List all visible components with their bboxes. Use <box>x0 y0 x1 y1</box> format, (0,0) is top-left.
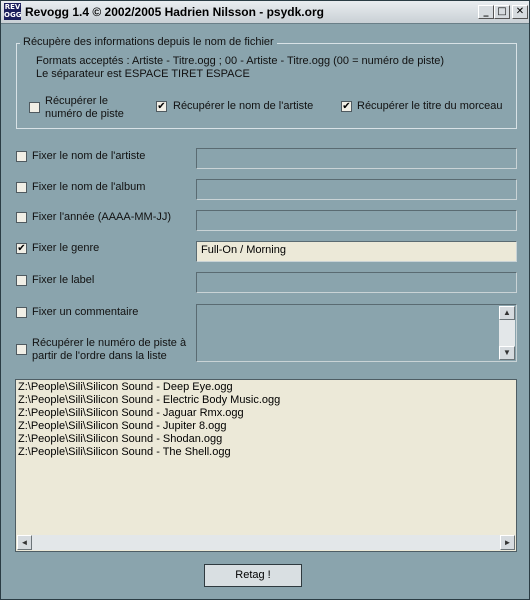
window-title: Revogg 1.4 © 2002/2005 Hadrien Nilsson - psydk.org <box>25 5 324 19</box>
list-item[interactable]: Z:\People\Sili\Silicon Sound - Jaguar Rmx.ogg <box>18 407 244 419</box>
list-item[interactable]: Z:\People\Sili\Silicon Sound - Shodan.ogg <box>18 433 223 445</box>
scroll-left-icon[interactable]: ◄ <box>17 535 32 550</box>
checkbox-set-label[interactable] <box>16 275 27 286</box>
formats-info-text: Formats acceptés : Artiste - Titre.ogg ; 00 - Artiste - Titre.ogg (00 = numéro de piste) <box>36 55 445 67</box>
checkbox-track-number-label-line2: numéro de piste <box>45 108 124 120</box>
scroll-up-icon[interactable]: ▲ <box>499 306 515 320</box>
checkbox-track-title-label: Récupérer le titre du morceau <box>357 100 503 112</box>
list-item[interactable]: Z:\People\Sili\Silicon Sound - The Shell.ogg <box>18 446 231 458</box>
checkbox-set-artist[interactable] <box>16 151 27 162</box>
artist-input[interactable] <box>196 148 517 169</box>
close-button[interactable]: ✕ <box>512 5 528 19</box>
set-album-label: Fixer le nom de l'album <box>32 181 146 193</box>
comment-scrollbar[interactable] <box>499 306 515 360</box>
app-logo-icon <box>4 3 21 20</box>
checkbox-set-genre[interactable]: ✔ <box>17 243 26 254</box>
label-input[interactable] <box>196 272 517 293</box>
checkbox-track-number[interactable] <box>29 102 40 113</box>
set-label-label: Fixer le label <box>32 274 95 286</box>
file-list-horizontal-scrollbar[interactable] <box>17 535 515 550</box>
group-title: Récupère des informations depuis le nom de fichier <box>20 36 277 48</box>
checkbox-artist-name[interactable]: ✔ <box>157 101 166 112</box>
checkbox-track-title[interactable]: ✔ <box>342 101 351 112</box>
checkbox-track-order[interactable] <box>16 344 27 355</box>
list-item[interactable]: Z:\People\Sili\Silicon Sound - Deep Eye.ogg <box>18 381 233 393</box>
retag-button[interactable]: Retag ! <box>204 564 302 587</box>
track-order-label-line1: Récupérer le numéro de piste à <box>32 337 187 349</box>
list-item[interactable]: Z:\People\Sili\Silicon Sound - Electric Body Music.ogg <box>18 394 281 406</box>
checkbox-track-number-label-line1: Récupérer le <box>45 95 108 107</box>
set-year-label: Fixer l'année (AAAA-MM-JJ) <box>32 211 172 223</box>
file-list-items <box>18 381 280 459</box>
checkbox-set-comment[interactable] <box>16 307 27 318</box>
maximize-button[interactable]: □ <box>494 5 510 19</box>
app-logo-text-bottom: OGG <box>4 11 22 19</box>
year-input[interactable] <box>196 210 517 231</box>
separator-info-text: Le séparateur est ESPACE TIRET ESPACE <box>36 68 250 80</box>
checkbox-set-year[interactable] <box>16 212 27 223</box>
set-artist-label: Fixer le nom de l'artiste <box>32 150 146 162</box>
minimize-button[interactable]: _ <box>478 5 494 19</box>
list-item[interactable]: Z:\People\Sili\Silicon Sound - Jupiter 8.ogg <box>18 420 227 432</box>
checkbox-set-album[interactable] <box>16 182 27 193</box>
checkbox-artist-name-label: Récupérer le nom de l'artiste <box>173 100 314 112</box>
track-order-label-line2: partir de l'ordre dans la liste <box>32 350 167 362</box>
album-input[interactable] <box>196 179 517 200</box>
scroll-right-icon[interactable]: ► <box>500 535 515 550</box>
genre-input[interactable]: Full-On / Morning <box>196 241 517 262</box>
set-genre-label: Fixer le genre <box>32 242 100 254</box>
scroll-down-icon[interactable]: ▼ <box>499 346 515 360</box>
app-logo-text-top: REV <box>4 3 21 11</box>
file-list[interactable] <box>15 379 517 552</box>
comment-textarea[interactable] <box>196 304 517 362</box>
title-bar[interactable] <box>1 1 529 24</box>
set-comment-label: Fixer un commentaire <box>32 306 139 318</box>
